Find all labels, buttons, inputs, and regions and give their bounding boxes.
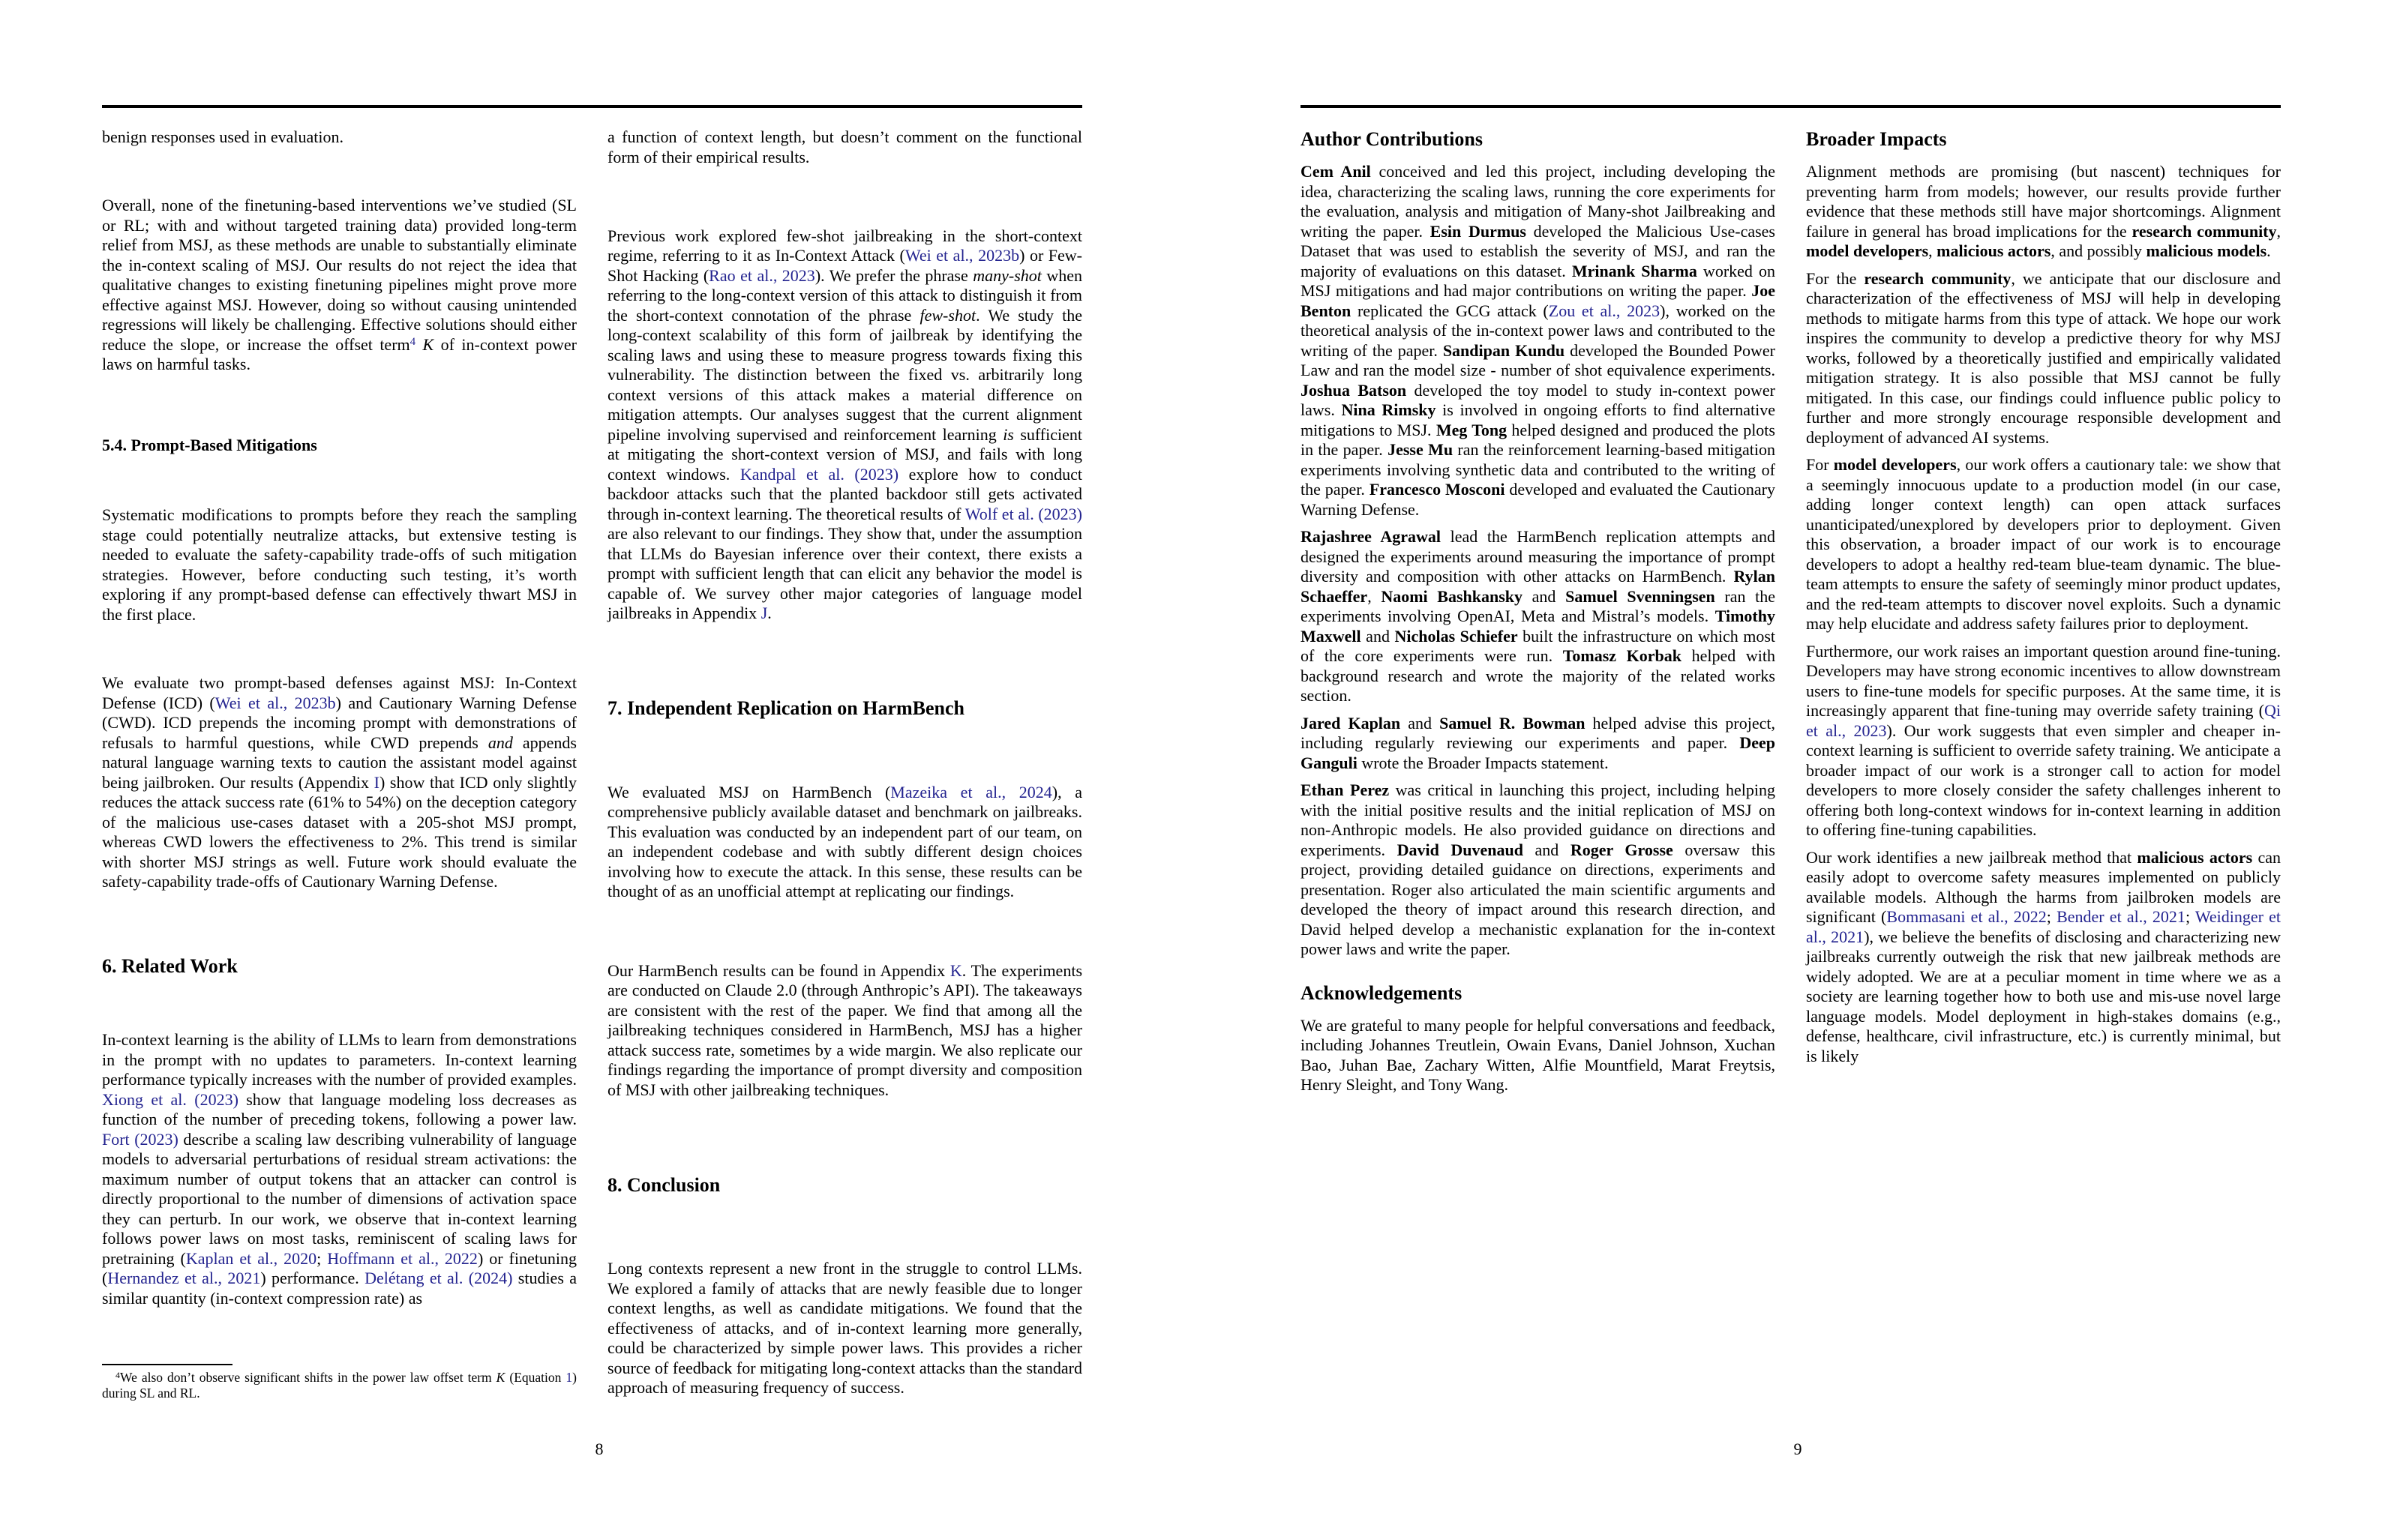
bold-text: Cem Anil	[1300, 162, 1371, 181]
bold-text: Samuel Svenningsen	[1565, 586, 1715, 606]
text-run: lead the HarmBench replication attempts and designed the experiments around measuring the importance of prompt diversity and composition with other attacks on HarmBench.	[1300, 527, 1775, 586]
page-8-content	[102, 127, 1082, 1402]
text-run: is involved in ongoing efforts to find alternative mitigations to MSJ.	[1300, 400, 1776, 439]
section-heading: 8. Conclusion	[608, 1173, 721, 1196]
text-run: .	[2266, 241, 2271, 260]
citation-link[interactable]: Delétang et al. (2024)	[364, 1269, 513, 1288]
citation-link[interactable]: Xiong et al. (2023)	[102, 1089, 238, 1109]
text-run: In-context learning is the ability of LLMs to learn from demonstrations in the prompt with no updates to parameters. In-context learning performance typically increases with the number of provided examples.	[102, 1030, 577, 1089]
section-heading: Author Contributions	[1300, 128, 1483, 150]
text-run: explore how to conduct backdoor attacks such that the planted backdoor still gets activated through in-context learning. The theoretical results of	[608, 464, 1083, 523]
text-run: Our HarmBench results can be found in Appendix	[608, 960, 950, 980]
section-heading: Broader Impacts	[1806, 128, 1947, 150]
text-run: built the infrastructure on which most of the core experiments were run.	[1300, 626, 1776, 665]
text-run: a function of context length, but doesn’t comment on the functional form of their empirical results.	[608, 127, 1082, 166]
text-run: developed the toy model to study in-context power laws.	[1300, 380, 1775, 419]
text-run: Previous work explored few-shot jailbreaking in the short-context regime, referring to it as In-Context Attack (	[608, 226, 1082, 265]
text-run: oversaw this project, providing detailed guidance on directions, experiments and presentation. Roger also articulated the main scientific arguments and developed the theory of impact around this research direction, and David helped develop a mechanistic explanation for the in-context power laws and write the paper.	[1300, 840, 1775, 958]
paragraph	[102, 673, 577, 892]
bold-text: Mrinank Sharma	[1571, 261, 1697, 280]
citation-link[interactable]: Wei et al., 2023b	[904, 246, 1020, 265]
italic-text: and	[488, 733, 513, 752]
footnote-rule	[102, 1364, 232, 1365]
citation-link[interactable]: Kaplan et al., 2020	[185, 1248, 317, 1268]
paragraph	[608, 783, 1082, 902]
paragraph	[1806, 642, 2281, 840]
text-run: . We study the long-context scalability of this form of jailbreak by identifying the scaling laws and using these to measure progress towards fixing this vulnerability. The distinction between the fixed vs. arbitrarily long context versions of this attack makes a material difference on mitigation attempts. Our analyses suggest that the current alignment pipeline involving supervised and reinforcement learning	[608, 305, 1083, 444]
italic-text: K	[422, 334, 434, 354]
citation-link[interactable]: Hoffmann et al., 2022	[327, 1248, 478, 1268]
text-run: ), we believe the benefits of disclosing and characterizing new jailbreaks currently outweigh the risk that new jailbreak methods are widely adopted. We are at a peculiar moment in time where we as a society are learning together how to both use and mis-use novel large language models. Model deployment in high-stakes domains (e.g., defense, healthcare, civil infrastructure, etc.) is currently minimal, but is likely	[1806, 927, 2281, 1065]
paragraph	[608, 226, 1082, 624]
bold-text: Naomi Bashkansky	[1381, 586, 1523, 606]
footnote-ref-link[interactable]: 4	[410, 336, 416, 349]
citation-link[interactable]: Bender et al., 2021	[2056, 907, 2186, 926]
text-run: can easily adopt to overcome safety measures implemented on publicly available models. Although the harms from jailbroken models are significant (	[1806, 847, 2281, 926]
text-run: ,	[2276, 221, 2282, 241]
paragraph	[102, 505, 577, 625]
header-rule	[1300, 105, 2281, 108]
text-run: We evaluated MSJ on HarmBench (	[608, 782, 891, 801]
citation-link[interactable]: Hernandez et al., 2021	[107, 1269, 261, 1288]
text-run: and	[1522, 840, 1570, 859]
paragraph	[1300, 780, 1775, 960]
citation-link[interactable]: Zou et al., 2023	[1548, 301, 1660, 320]
text-run: Furthermore, our work raises an important question around fine-tuning. Developers may have strong economic incentives to allow downstream users to fine-tune models for specific purposes. At the same time, it is increasingly apparent that fine-tuning may override safety training (	[1806, 641, 2281, 720]
text-run: We evaluate two prompt-based defenses against MSJ: In-Context Defense (ICD) (	[102, 673, 577, 712]
text-run: ,	[1928, 241, 1937, 260]
page-9-content	[1300, 127, 2281, 1402]
italic-text: few-shot	[920, 305, 976, 325]
bold-text: Timothy Maxwell	[1300, 607, 1775, 646]
text-run: helped with background research and wrote the majority of the related works section.	[1300, 646, 1775, 705]
section-heading: 7. Independent Replication on HarmBench	[608, 697, 964, 720]
citation-link[interactable]: Wei et al., 2023b	[214, 693, 336, 712]
text-run: conceived and led this project, including developing the idea, characterizing the scaling laws, running the core experiments for the evaluation, analysis and mitigation of Many-shot Jailbreaking and writing the paper.	[1300, 162, 1775, 241]
section-heading: 6. Related Work	[102, 955, 238, 978]
bold-text: Joe Benton	[1300, 281, 1775, 320]
citation-link[interactable]: J	[760, 604, 768, 623]
footnote	[102, 1364, 577, 1402]
bold-text: Jared Kaplan	[1300, 713, 1401, 733]
bold-text: research community	[1864, 268, 2012, 288]
text-run: replicated the GCG attack (	[1351, 301, 1549, 320]
text-run: when referring to the long-context version of this attack to distinguish it from the short-context connotation of the phrase	[608, 265, 1083, 325]
text-run: Overall, none of the finetuning-based interventions we’ve studied (SL or RL; with and without targeted training data) provided long-term relief from MSJ, as these methods are unable to substantially eliminate the in-context scaling of MSJ. Our results do not reject the idea that qualitative changes to existing finetuning pipelines might prove more effective against MSJ. However, doing so without causing unintended regressions will likely be challenging. Effective solutions should either reduce the slope, or increase the offset term	[102, 196, 577, 354]
bold-text: Samuel R. Bowman	[1439, 713, 1586, 733]
text-run: ) or finetuning (	[102, 1248, 577, 1288]
page-9	[1198, 0, 2397, 1540]
subsection-heading: 5.4. Prompt-Based Mitigations	[102, 435, 317, 454]
text-run: Our work identifies a new jailbreak method that	[1806, 847, 2138, 867]
paragraph	[1806, 269, 2281, 448]
bold-text: Sandipan Kundu	[1442, 340, 1565, 360]
text-run: benign responses used in evaluation.	[102, 127, 344, 146]
text-run: show that language modeling loss decreases as function of the number of preceding tokens, following a power law.	[102, 1089, 578, 1129]
text-run: ran the experiments involving OpenAI, Meta and Mistral’s models.	[1300, 586, 1776, 625]
citation-link[interactable]: Weidinger et al., 2021	[1806, 907, 2281, 946]
text-run: ,	[1367, 586, 1382, 606]
text-run: ran the reinforcement learning-based mitigation experiments involving synthetic data and contributed to the writing of the paper.	[1300, 440, 1775, 499]
paragraph	[1806, 162, 2281, 262]
paragraph	[1300, 162, 1775, 520]
bold-text: Rajashree Agrawal	[1300, 527, 1441, 546]
text-run: and	[1360, 626, 1395, 646]
page-number: 8	[595, 1440, 604, 1458]
paragraph	[608, 961, 1082, 1101]
text-run	[416, 335, 422, 354]
footnote-text	[102, 1370, 577, 1402]
text-run: ), worked on the theoretical analysis of the in-context power laws and contributed to the writing of the paper.	[1300, 301, 1775, 360]
paragraph	[608, 127, 1082, 167]
header-rule	[102, 105, 1082, 108]
bold-text: Meg Tong	[1436, 420, 1508, 439]
text-run: ). Our work suggests that even simpler and cheaper in-context learning is sufficient to override safety training. We anticipate a broader impact of our work is a stronger call to action for model developers to more closely consider the safety challenges inherent to offering both long-context windows for in-context learning in addition to offering fine-tuning capabilities.	[1806, 721, 2281, 839]
text-run: studies a similar quantity (in-context compression rate) as	[102, 1269, 577, 1308]
bold-text: Nicholas Schiefer	[1394, 626, 1518, 646]
page-8	[0, 0, 1198, 1540]
text-run: developed the Malicious Use-cases Dataset that was used to establish the severity of MSJ, and ran the majority of evaluations on this dataset.	[1300, 221, 1775, 280]
text-run: ;	[2185, 907, 2195, 926]
paragraph	[1300, 527, 1775, 706]
text-run: . The experiments are conducted on Claude 2.0 (through Anthropic’s API). The takeaways are consistent with the rest of the paper. We find that among all the jailbreaking techniques considered in HarmBench, MSJ has a higher attack success rate, sometimes by a wide margin. We also replicate our findings regarding the importance of prompt diversity and composition of MSJ with other jailbreaking techniques.	[608, 960, 1082, 1099]
paragraph	[1806, 848, 2281, 1067]
bold-text: Francesco Mosconi	[1369, 480, 1505, 499]
text-run: ) and Cautionary Warning Defense (CWD). ICD prepends the incoming prompt with demonstrations of refusals to harmful questions, while CWD prepends	[102, 693, 578, 752]
paragraph	[102, 1030, 577, 1308]
text-run: and	[1400, 713, 1440, 733]
bold-text: malicious actors	[2137, 847, 2253, 867]
bold-text: David Duvenaud	[1396, 840, 1523, 859]
text-run: ) during SL and RL.	[102, 1369, 577, 1401]
bold-text: Joshua Batson	[1300, 380, 1407, 400]
italic-text: many-shot	[973, 265, 1042, 285]
text-run: of in-context power laws on harmful tasks.	[102, 334, 577, 374]
text-run: wrote the Broader Impacts statement.	[1357, 753, 1609, 772]
bold-text: model developers	[1833, 455, 1957, 474]
text-run: ), a comprehensive publicly available dataset and benchmark on jailbreaks. This evaluation was conducted by an independent part of our team, on an independent codebase and with subtly different design choices involving how to execute the attack. In this sense, these results can be thought of as an unofficial attempt at replicating our findings.	[608, 782, 1082, 901]
text-run: sufficient at mitigating the short-context version of MSJ, and fails with long context windows.	[608, 424, 1083, 484]
text-run: ). We prefer the phrase	[814, 265, 974, 285]
section-heading: Acknowledgements	[1300, 981, 1462, 1004]
text-run: ;	[2046, 907, 2057, 926]
page-9-column-right	[1806, 127, 2281, 1402]
bold-text: Rylan Schaeffer	[1300, 567, 1775, 606]
text-run: ) or Few-Shot Hacking (	[608, 246, 1082, 285]
text-run: For	[1806, 455, 1834, 474]
bold-text: Roger Grosse	[1570, 840, 1673, 859]
citation-link[interactable]: K	[950, 960, 962, 980]
citation-link[interactable]: Mazeika et al., 2024	[890, 782, 1052, 801]
citation-link[interactable]: 1	[566, 1369, 573, 1385]
citation-link[interactable]: Wolf et al. (2023)	[964, 504, 1082, 523]
text-run: We also don’t observe significant shifts in the power law offset term	[119, 1369, 496, 1385]
bold-text: Esin Durmus	[1430, 221, 1526, 241]
bold-text: Ethan Perez	[1300, 780, 1390, 799]
paragraph	[1806, 455, 2281, 634]
page-number: 9	[1793, 1440, 1802, 1458]
bold-text: Nina Rimsky	[1341, 400, 1436, 419]
text-run: ) show that ICD only slightly reduces the attack success rate (61% to 54%) on the deception category of the malicious use-cases dataset with a 205-shot MSJ prompt, whereas CWD lowers the effectiveness to 2%. This trend is similar with shorter MSJ strings as well. Future work should evaluate the safety-capability trade-offs of Cautionary Warning Defense.	[102, 772, 578, 891]
citation-link[interactable]: Kandpal et al. (2023)	[740, 464, 899, 484]
citation-link[interactable]: Fort (2023)	[102, 1129, 178, 1149]
bold-text: research community	[2132, 221, 2277, 241]
italic-text: is	[1003, 424, 1014, 444]
text-run: was critical in launching this project, including helping with the initial positive results and the initial replication of MSJ on non-Anthropic models. He also provided guidance on directions and experiments.	[1300, 780, 1775, 859]
footnote-marker: 4	[116, 1369, 120, 1380]
text-run: and	[1522, 586, 1566, 606]
text-run: Alignment methods are promising (but nascent) techniques for preventing harm from models; however, our results provide further evidence that these methods still have major shortcomings. Alignment failure in general has broad implications for the	[1806, 162, 2281, 241]
citation-link[interactable]: Bommasani et al., 2022	[1886, 907, 2047, 926]
paragraph	[102, 196, 577, 375]
text-run: .	[767, 604, 772, 623]
text-run: ;	[316, 1248, 328, 1268]
text-run: worked on MSJ mitigations and had major contributions on writing the paper.	[1300, 261, 1775, 300]
italic-text: K	[496, 1369, 506, 1385]
text-run: For the	[1806, 268, 1864, 288]
paragraph	[1300, 1016, 1775, 1095]
text-run: developed and evaluated the Cautionary Warning Defense.	[1300, 480, 1775, 519]
text-run: describe a scaling law describing vulnerability of language models to adversarial perturbations of residual stream activations: the maximum number of output tokens that an attacker can control is directly proportional to the number of dimensions of activation space they can perturb. In our work, we observe that in-context learning follows power laws on most tasks, reminiscent of scaling laws for pretraining (	[102, 1129, 577, 1268]
citation-link[interactable]: Rao et al., 2023	[709, 265, 815, 285]
paragraph	[1300, 714, 1775, 774]
text-run: are also relevant to our findings. They show that, under the assumption that LLMs do Bayesian inference over their context, there exists a prompt with sufficient length that can elicit any behavior the model is capable of. We survey other major categories of language model jailbreaks in Appendix	[608, 524, 1082, 623]
text-run: ) performance.	[260, 1269, 365, 1288]
citation-link[interactable]: Qi et al., 2023	[1806, 701, 2281, 740]
text-run: helped advise this project, including regularly reviewing our experiments and paper.	[1300, 713, 1776, 752]
text-run: Long contexts represent a new front in the struggle to control LLMs. We explored a family of attacks that are newly feasible due to longer context lengths, as well as candidate mitigations. We found that the effectiveness of attacks, and of in-context learning more generally, could be characterized by simple power laws. This provides a richer source of feedback for mitigating long-context attacks than the standard approach of measuring frequency of success.	[608, 1259, 1082, 1398]
text-run: We are grateful to many people for helpful conversations and feedback, including Johannes Treutlein, Owain Evans, Daniel Johnson, Xuchan Bao, Juhan Bae, Zachary Witten, Alfie Mountfield, Marat Freytsis, Henry Sleight, and Tony Wang.	[1300, 1015, 1775, 1094]
text-run: , our work offers a cautionary tale: we show that a seemingly innocuous update to a production model (in our case, adding longer context length) can open attack surfaces unanticipated/unexplored by developers prior to deployment. Given this observation, a broader impact of our work is to encourage developers to adopt a healthy red-team blue-team dynamic. The blue-team attempts to ensure the safety of seemingly minor product updates, and the red-team attempts to discover novel exploits. Such a dynamic may help elucidate and address safety failures prior to deployment.	[1806, 455, 2282, 633]
text-run: , and possibly	[2050, 241, 2146, 260]
citation-link[interactable]: I	[374, 772, 380, 792]
text-run: appends natural language warning texts to caution the assistant model against being jailbroken. Our results (Appendix	[102, 733, 577, 792]
bold-text: Jesse Mu	[1388, 440, 1454, 459]
bold-text: model developers	[1806, 241, 1929, 260]
text-run: helped designed and produced the plots in the paper.	[1300, 420, 1775, 459]
page-8-column-left	[102, 127, 577, 1402]
text-run: (Equation	[505, 1369, 566, 1385]
bold-text: malicious models	[2146, 241, 2267, 260]
paragraph	[608, 1259, 1082, 1398]
text-run: Systematic modifications to prompts before they reach the sampling stage could potentially neutralize attacks, but extensive testing is needed to evaluate the safety-capability trade-offs of such mitigation strategies. However, before conducting such testing, it’s worth exploring if any prompt-based defense can effectively thwart MSJ in the first place.	[102, 505, 577, 624]
text-run: developed the Bounded Power Law and ran the model size - number of shot equivalence experiments.	[1300, 340, 1775, 379]
bold-text: malicious actors	[1936, 241, 2051, 260]
page-8-column-right	[608, 127, 1082, 1402]
paragraph	[102, 127, 577, 148]
page-9-column-left	[1300, 127, 1775, 1402]
bold-text: Tomasz Korbak	[1562, 646, 1682, 665]
bold-text: Deep Ganguli	[1300, 733, 1775, 772]
text-run: , we anticipate that our disclosure and characterization of the effectiveness of MSJ will help in developing methods to mitigate harms from this type of attack. We hope our work inspires the community to develop a predictive theory for why MSJ works, followed by a theoretically justified and empirically validated mitigation strategy. It is also possible that MSJ cannot be fully mitigated. In this case, our findings could influence public policy to further and more strongly encourage responsible development and deployment of advanced AI systems.	[1806, 268, 2281, 447]
